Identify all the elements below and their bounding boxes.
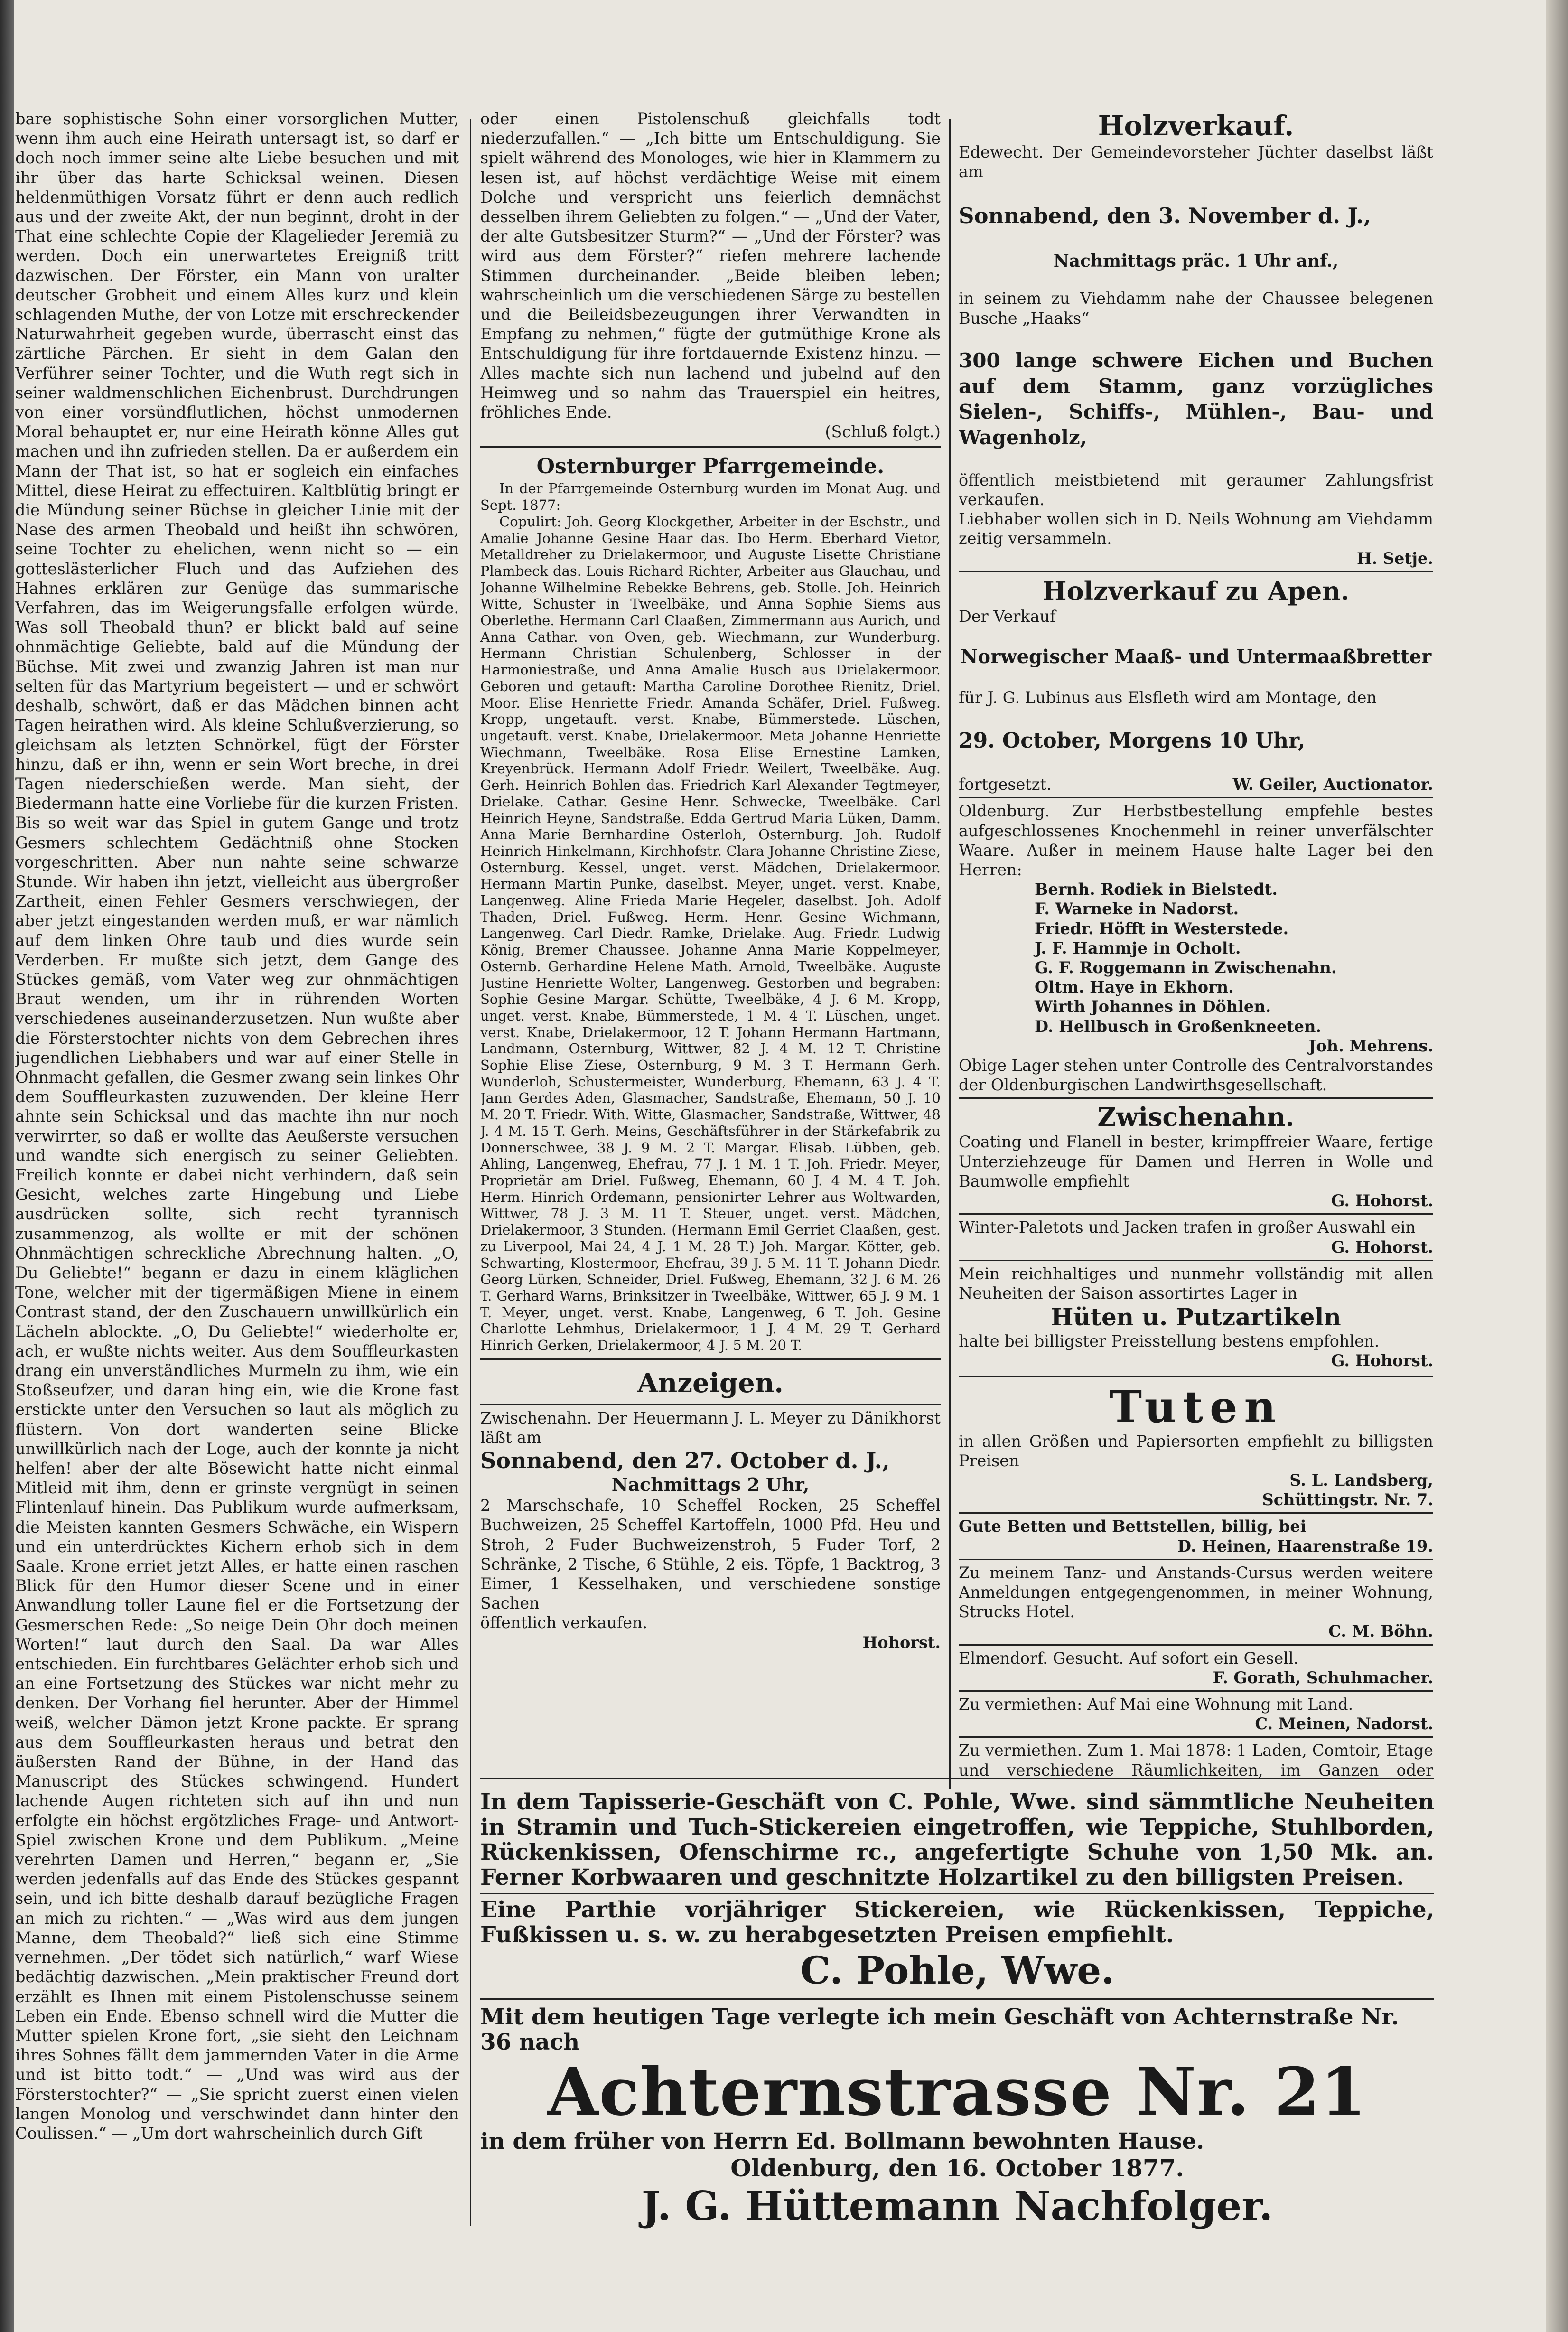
story-column-left	[15, 109, 459, 2316]
divider	[959, 1559, 1433, 1560]
parish-records: Copulirt: Joh. Georg Klockgether, Arbeiter in der Eschstr., und Amalie Johanne Gesine Haar das. Ibo Herm. Eberhard Vietor, Metalldreher zu Drielakermoor, und Auguste Lisette Christiane Plambeck das. Louis Richard Richter, Arbeiter aus Glauchau, und Johanne Wilhelmine Rebekke Behrens, geb. Stolle. Joh. Heinrich Witte, Schuster in Tweelbäke, und Anna Sophie Siems aus Oberlethe. Hermann Carl Claaßen, Zimmermann aus Aurich, und Anna Cathar. von Oven, geb. Wiechmann, zur Wunderburg. Hermann Christian Schulenberg, Schlosser in der Harmoniestraße, und Anna Amalie Busch aus Drielakermoor. Geboren und getauft: Martha Caroline Dorothee Rienitz, Driel. Moor. Elise Henriette Friedr. Amanda Schäfer, Driel. Fußweg. Kropp, ungetauft. verst. Knabe, Bümmerstede. Lüschen, ungetauft. verst. Knabe, Drielakermoor. Meta Johanne Henriette Wiechmann, Tweelbäke. Rosa Elise Ernestine Lamken, Kreyenbrück. Hermann Adolf Friedr. Weilert, Tweelbäke. Aug. Gerh. Heinrich Bohlen das. Friedrich Karl Alexander Tegtmeyer, Drielake. Cathar. Gesine Henr. Schwecke, Tweelbäke. Carl Heinrich Heyne, Sandstraße. Edda Gertrud Maria Lüken, Damm. Anna Marie Bernhardine Osterloh, Osternburg. Joh. Rudolf Heinrich Hinkelmann, Kirchhofstr. Clara Johanne Christine Ziese, Osternburg. Kessel, unget. verst. Mädchen, Drielakermoor. Hermann Martin Punke, daselbst. Meyer, unget. verst. Knabe, Langenweg. Aline Frieda Marie Hegeler, daselbst. Joh. Adolf Thaden, Driel. Fußweg. Herm. Henr. Gesine Wichmann, Langenweg. Carl Diedr. Ramke, Drielake. Aug. Friedr. Ludwig König, Bremer Chaussee. Johanne Anna Marie Koppelmeyer, Osternb. Gerhardine Helene Math. Arnold, Tweelbäke. Auguste Justine Henriette Wolter, Langenweg. Gestorben und begraben: Sophie Gesine Margar. Schütte, Tweelbäke, 4 J. 6 M. Kropp, unget. verst. Knabe, Bümmerstede, 1 M. 4 T. Lüschen, unget. verst. Knabe, Drielakermoor, 12 T. Johann Hermann Hartmann, Landmann, Osternburg, Wittwer, 82 J. 4 M. 12 T. Christine Sophie Elise Ziese, Osternburg, 9 M. 3 T. Hermann Gerh. Wunderloh, Schustermeister, Wunderburg, Ehemann, 63 J. 4 T. Jann Gerdes Aden, Glasmacher, Sandstraße, Ehemann, 50 J. 10 M. 20 T. Friedr. With. Witte, Glasmacher, Sandstraße, Wittwer, 48 J. 4 M. 15 T. Gerh. Meins, Geschäftsführer in der Stärkefabrik zu Donnerschwee, 38 J. 9 M. 2 T. Margar. Elisab. Lübben, geb. Ahling, Langenweg, Ehefrau, 77 J. 1 M. 1 T. Joh. Friedr. Meyer, Proprietär am Driel. Fußweg, Ehemann, 60 J. 4 M. 4 T. Joh. Herm. Hinrich Ordemann, pensionirter Lehrer aus Woltwarden, Wittwer, 78 J. 3 M. 11 T. Steuer, unget. verst. Mädchen, Drielakermoor, 3 Stunden. (Hermann Emil Gerriet Claaßen, gest. zu Liverpool, Mai 24, 4 J. 1 M. 28 T.) Joh. Margar. Kötter, geb. Schwarting, Klostermoor, Ehefrau, 39 J. 5 M. 11 T. Johann Diedr. Georg Lürken, Schneider, Driel. Fußweg, Ehemann, 32 J. 6 M. 26 T. Gerhard Warns, Brinksitzer in Tweelbäke, Wittwer, 65 J. 9 M. 1 T. Meyer, unget. verst. Knabe, Langenweg, 6 T. Joh. Gesine Charlotte Lehmhus, Drielakermoor, 1 J. 4 M. 29 T. Gerhard Hinrich Gerken, Drielakermoor, 4 J. 5 M. 20 T.	[480, 513, 941, 1354]
hats-intro: Mein reichhaltiges und nunmehr vollständig mit allen Neuheiten der Saison assortirtes Lager in	[959, 1264, 1433, 1302]
auction-sale: öffentlich verkaufen.	[480, 1613, 648, 1632]
apen-heading: Holzverkauf zu Apen.	[1042, 575, 1350, 606]
new-address-heading: Achternstrasse Nr. 21	[547, 2053, 1367, 2130]
move-signature: J. G. Hüttemann Nachfolger.	[641, 2182, 1273, 2229]
bonemeal-signature: Joh. Mehrens.	[1308, 1036, 1433, 1055]
beds-text: Gute Betten und Bettstellen, billig, bei	[959, 1517, 1307, 1536]
divider	[959, 1376, 1433, 1377]
apen-line1: Der Verkauf	[959, 607, 1056, 626]
pohle-ad-text: In dem Tapisserie-Geschäft von C. Pohle, Wwe. sind sämmtliche Neuheiten in Stramin und Tuch-Stickereien eingetroffen, wie Teppiche, Stuhlborden, Rückenkissen, Ofenschirme rc., angefertigte Schuhe von 1,50 Mk. an. Ferner Korbwaaren und geschnitzte Holzartikel zu den billigsten Preisen.	[480, 1789, 1434, 1891]
auction-signature: Hohorst.	[862, 1633, 941, 1652]
dealer-item: Wirth Johannes in Döhlen.	[1035, 997, 1271, 1016]
winter-coats-text: Winter-Paletots und Jacken trafen in großer Auswahl ein	[959, 1218, 1416, 1237]
divider	[480, 446, 941, 448]
dance-course-signature: C. M. Böhn.	[1328, 1622, 1433, 1641]
apen-date: 29. October, Morgens 10 Uhr,	[959, 729, 1306, 753]
ads-heading: Anzeigen.	[637, 1367, 784, 1399]
story-ending: oder einen Pistolenschuß gleichfalls todt niederzufallen.“ — „Ich bitte um Entschuldigung. Sie spielt während des Monologes, wie hier in Klammern zu lesen ist, auf höchst verdächtige Weise mit einem Dolche und verspricht uns feierlich demnächst desselben ihrem Geliebten zu folgen.“ — „Und der Vater, der alte Gutsbesitzer Sturm?“ — „Und der Förster? was wird aus dem Förster?“ riefen mehrere lachende Stimmen durcheinander. „Beide bleiben leben; wahrscheinlich um die verschiedenen Särge zu bestellen und die Beileidsbezeugungen ihrer Verwandten in Empfang zu nehmen,“ fügte der gutmüthige Krone als Entschuldigung für ihre fortdauernde Existenz hinzu. — Alles machte sich nun lachend und jubelnd auf den Heimweg und so nahm das Trauerspiel ein heitres, fröhliches Ende.	[480, 110, 941, 422]
auction-intro: Zwischenahn. Der Heuermann J. L. Meyer zu Dänikhorst läßt am	[480, 1408, 941, 1447]
wood-sale-signature: H. Setje.	[1356, 549, 1433, 568]
wood-sale-date: Sonnabend, den 3. November d. J.,	[959, 203, 1371, 229]
dealer-item: J. F. Hammje in Ocholt.	[1035, 938, 1241, 957]
zwischenahn-text: Coating und Flanell in bester, krimpffreier Waare, fertige Unterziehzeuge für Damen und Herren in Wolle und Baumwolle empfiehlt	[959, 1133, 1433, 1190]
move-notice-text: Mit dem heutigen Tage verlegte ich mein Geschäft von Achternstraße Nr. 36 nach	[480, 2004, 1399, 2055]
apen-line3: für J. G. Lubinus aus Elsfleth wird am Montage, den	[959, 688, 1377, 707]
rent2-text: Zu vermiethen. Zum 1. Mai 1878: 1 Laden, Comtoir, Etage und verschiedene Räumlichkeiten, im Ganzen oder	[959, 1741, 1433, 1779]
hats-text: halte bei billigster Preisstellung bestens empfohlen.	[959, 1332, 1380, 1351]
divider	[959, 1097, 1433, 1099]
wood-sale-terms: öffentlich meistbietend mit geraumer Zahlungsfrist verkaufen.	[959, 470, 1433, 509]
pohle-sale-text: Eine Parthie vorjähriger Stickereien, wie Rückenkissen, Teppiche, Fußkissen u. s. w. zu herabgesetzten Preisen empfiehlt.	[480, 1897, 1434, 1948]
bags-heading: Tuten	[1109, 1381, 1283, 1433]
wanted-signature: F. Gorath, Schuhmacher.	[1213, 1668, 1433, 1687]
divider	[959, 1644, 1433, 1646]
divider	[959, 1213, 1433, 1215]
pohle-signature: C. Pohle, Wwe.	[800, 1948, 1114, 1993]
divider	[480, 1404, 941, 1405]
dealer-item: G. F. Roggemann in Zwischenahn.	[1035, 958, 1337, 977]
hats-heading: Hüten u. Putzartikeln	[1051, 1303, 1341, 1331]
divider	[959, 1736, 1433, 1738]
divider	[959, 571, 1433, 572]
beds-signature: D. Heinen, Haarenstraße 19.	[1177, 1536, 1433, 1555]
zwischenahn-heading: Zwischenahn.	[1097, 1102, 1295, 1133]
divider	[959, 1690, 1433, 1692]
wood-sale-place: in seinem zu Viehdamm nahe der Chaussee belegenen Busche „Haaks“	[959, 289, 1433, 328]
apen-footer	[959, 775, 1433, 794]
divider	[480, 1893, 1434, 1894]
dealer-item: F. Warneke in Nadorst.	[1035, 899, 1239, 918]
auction-items: 2 Marschschafe, 10 Scheffel Rocken, 25 Scheffel Buchweizen, 25 Scheffel Kartoffeln, 1000 Pfd. Heu und Stroh, 2 Fuder Buchweizenstroh, 5 Fuder Torf, 2 Schränke, 2 Tische, 6 Stühle, 2 eis. Töpfe, 1 Backtrog, 3 Eimer, 1 Kesselhaken, und verschiedene sonstige Sachen	[480, 1496, 941, 1613]
ads-column-right	[959, 109, 1433, 1780]
divider	[959, 1512, 1433, 1514]
dealer-item: D. Hellbusch in Großenkneeten.	[1035, 1017, 1322, 1036]
bonemeal-text: Oldenburg. Zur Herbstbestellung empfehle bestes aufgeschlossenes Knochenmehl in reiner unverfälschter Waare. Außer in meinem Hause halte Lager bei den Herren:	[959, 802, 1433, 880]
rent1-signature: C. Meinen, Nadorst.	[1255, 1714, 1433, 1733]
wood-sale-heading: Holzverkauf.	[1098, 110, 1294, 142]
parish-heading: Osternburger Pfarrgemeinde.	[536, 454, 885, 479]
dealer-list	[959, 880, 1433, 1036]
auction-ad	[480, 1408, 941, 1652]
divider	[959, 1260, 1433, 1261]
zwischenahn-signature: G. Hohorst.	[1331, 1191, 1433, 1210]
divider	[480, 1778, 1434, 1779]
apen-goods: Norwegischer Maaß- und Untermaaßbretter	[960, 646, 1432, 668]
hats-signature: G. Hohorst.	[1331, 1351, 1433, 1370]
apen-signature: W. Geiler, Auctionator.	[1232, 775, 1433, 794]
dance-course-text: Zu meinem Tanz- und Anstands-Cursus werden weitere Anmeldungen entgegengenommen, in meiner Wohnung, Strucks Hotel.	[959, 1563, 1433, 1621]
parish-intro: In der Pfarrgemeinde Osternburg wurden im Monat Aug. und Sept. 1877:	[480, 480, 941, 514]
divider	[480, 1998, 1434, 2000]
move-house-text: in dem früher von Herrn Ed. Bollmann bewohnten Hause.	[480, 2128, 1204, 2154]
story-text: bare sophistische Sohn einer vorsorglichen Mutter, wenn ihm auch eine Heirath untersagt ist, so darf er doch noch immer seine alte Liebe besuchen und mit ihr über das harte Schicksal weinen. Diesen heldenmüthigen Vorsatz führt er denn auch redlich aus und der zweite Akt, der nun beginnt, droht in der That eine schlechte Copie der Klagelieder Jeremiä zu werden. Doch ein unerwartetes Ereigniß tritt dazwischen. Der Förster, ein Mann von uralter deutscher Grobheit und einem Alles kurz und klein schlagenden Muthe, der von Lotze mit erschreckender Naturwahrheit gegeben wurde, überrascht einst das zärtliche Pärchen. Er sieht in dem Galan den Verführer seiner Tochter, und die Wuth regt sich in seiner waldmenschlichen Eichenbrust. Durchdrungen von einer vorsündflutlichen, höchst unmodernen Moral behauptet er, nur eine Heirath könne Alles gut machen und ihn zufrieden stellen. Da er außerdem ein Mann der That ist, so hat er sogleich ein einfaches Mittel, diese Heirat zu effectuiren. Kaltblütig bringt er die Mündung seiner Büchse in gleicher Linie mit der Nase des armen Theobald und heißt ihn schwören, seine Tochter zu ehelichen, wenn nicht so — ein gotteslästerlicher Fluch und das Aufziehen des Hahnes erklären zur Genüge das summarische Verfahren, das im Weigerungsfalle erfolgen würde. Was soll Theobald thun? er blickt bald auf seine ohnmächtige Geliebte, bald auf die Mündung der Büchse. Mit zwei und zwanzig Jahren ist man nur selten für das Martyrium begeistert — und er schwört deshalb, schwört, daß er das Mädchen binnen acht Tagen heirathen wird. Als kleine Schlußverzierung, so gleichsam als letzten Schnörkel, fügt der Förster hinzu, daß er ihn, wenn er sein Wort breche, in drei Tagen niederschießen werde. Man sieht, der Biedermann hatte eine Vorliebe für die kurzen Fristen. Bis so weit war das Spiel in gutem Gange und trotz Gesmers schlechtem Gedächtniß ohne Stocken vorgeschritten. Aber nun nahte seine schwarze Stunde. Wir haben ihn jetzt, vielleicht aus übergroßer Zartheit, einen Fehler Gesmers verschwiegen, der aber jetzt eingestanden werden muß, er war nämlich auf dem linken Ohre taub und dies wurde sein Verderben. Er mußte sich jetzt, dem Gange des Stückes gemäß, vom Vater weg zur ohnmächtigen Braut wenden, um ihr in rührenden Worten verschiedenes auseinanderzusetzen. Nun wußte aber die Försterstochter nichts von dem Gebrechen ihres jugendlichen Liebhabers und war auf einer Stelle in Ohnmacht gefallen, die Gesmer zwang sein linkes Ohr dem Souffleurkasten zuzuwenden. Der kleine Herr ahnte sein Schicksal und das machte ihn nur noch verwirrter, so daß er wollte das Aeußerste versuchen und wandte sich energisch zu seiner Geliebten. Freilich konnte er dabei nicht verhindern, daß sein Gesicht, welches zarte Hingebung und Liebe ausdrücken sollte, sich recht tyrannisch zusammenzog, als wollte er mit der schönen Ohnmächtigen schreckliche Abrechnung halten. „O, Du Geliebte!“ begann er dazu in einem kläglichen Tone, welcher mit der tigermäßigen Miene in einem Contrast stand, der den Zuschauern unwillkürlich ein Lächeln ablockte. „O, Du Geliebte!“ wiederholte er, ach, er wußte nichts weiter. Aus dem Souffleurkasten drang ein unverständliches Murmeln zu ihm, wie ein Stoßseufzer, und daran hing ein, wie die Krone fast erstickte unter den Versuchen so laut als möglich zu flüstern. Von dort wanderten seine Blicke unwillkürlich nach der Loge, auch der konnte ja nicht helfen! aber der alte Bösewicht hatte nicht einmal Mitleid mit ihm, denn er grinste vergnügt in seinen Flintenlauf hinein. Das Publikum wurde aufmerksam, die Meisten kannten Gesmers Schwäche, ein Wispern und ein unterdrücktes Kichern erhob sich in dem Saale. Krone erriet jetzt Alles, er hatte einen raschen Blick für den Humor dieser Scene und in einer Anwandlung toller Laune fiel er die Fortsetzung der Gesmerschen Rede: „So neige Dein Ohr doch meinen Worten!“ laut durch den Saal. Da war Alles entschieden. Ein furchtbares Gelächter erhob sich und an eine Fortsetzung des Stückes war nicht mehr zu denken. Der Vorhang fiel herunter. Aber der Himmel weiß, welcher Dämon jetzt Krone packte. Er sprang aus dem Souffleurkasten heraus und betrat den äußersten Rand der Bühne, in der Hand das Manuscript des Stückes schwingend. Hundert lachende Augen richteten sich auf ihn und nun erfolgte ein höchst ergötzliches Frage- und Antwort-Spiel zwischen Krone und dem Publikum. „Meine verehrten Damen und Herren,“ begann er, „Sie werden jedenfalls auf das Ende des Stückes gespannt sein, und ich bitte deshalb darauf bezügliche Fragen an mich zu richten.“ — „Was wird aus dem jungen Manne, dem Theobald?“ ließ sich eine Stimme vernehmen. „Der tödet sich natürlich,“ warf Wiese bedächtig dazwischen. „Mein praktischer Freund dort erzählt es Ihnen mit einem Pistolenschusse seinem Leben ein Ende. Ebenso schnell wird die Mutter die Mutter spielen Krone fort, „sie sieht den Leichnam ihres Sohnes fällt dem jammernden Vater in die Arme und ist bitto todt.“ — „Und was wird aus der Försterstochter?“ — „Sie spricht zuerst einen vielen langen Monolog und verschwindet dann hinter den Coulissen.“ — „Um dort wahrscheinlich durch Gift	[15, 110, 459, 2143]
winter-coats-signature: G. Hohorst.	[1331, 1237, 1433, 1256]
divider	[959, 797, 1433, 798]
middle-column	[480, 109, 941, 1770]
dealer-item: Friedr. Höfft in Westerstede.	[1035, 919, 1289, 938]
auction-time: Nachmittags 2 Uhr,	[611, 1474, 810, 1496]
binding-shadow	[0, 0, 14, 2332]
dealer-item: Bernh. Rodiek in Bielstedt.	[1035, 880, 1278, 899]
bottom-ads	[480, 1789, 1434, 2316]
wanted-text: Elmendorf. Gesucht. Auf sofort ein Gesell.	[959, 1648, 1299, 1667]
story-continued-note: (Schluß folgt.)	[825, 422, 941, 441]
bonemeal-footer: Obige Lager stehen unter Controlle des Centralvorstandes der Oldenburgischen Landwirthsgesellschaft.	[959, 1056, 1433, 1095]
column-rule-2	[949, 119, 951, 1789]
wood-sale-goods: 300 lange schwere Eichen und Buchen auf dem Stamm, ganz vorzügliches Sielen-, Schiffs-, Mühlen-, Bau- und Wagenholz,	[959, 348, 1433, 449]
move-date: Oldenburg, den 16. October 1877.	[730, 2154, 1184, 2182]
apen-continued: fortgesetzt.	[959, 775, 1052, 794]
auction-date: Sonnabend, den 27. October d. J.,	[480, 1448, 890, 1474]
divider	[480, 1358, 941, 1360]
page-edge	[1546, 0, 1568, 2332]
wood-sale-intro: Edewecht. Der Gemeindevorsteher Jüchter daselbst läßt am	[959, 143, 1433, 181]
wood-sale-time: Nachmittags präc. 1 Uhr anf.,	[1053, 251, 1339, 272]
dealer-item: Oltm. Haye in Ekhorn.	[1035, 978, 1234, 997]
bags-signature: S. L. Landsberg,	[1289, 1470, 1433, 1489]
bags-text: in allen Größen und Papiersorten empfiehlt zu billigsten Preisen	[959, 1432, 1433, 1470]
column-rule-1	[470, 119, 471, 2226]
wood-sale-meeting: Liebhaber wollen sich in D. Neils Wohnung am Viehdamm zeitig versammeln.	[959, 510, 1433, 548]
rent1-text: Zu vermiethen: Auf Mai eine Wohnung mit Land.	[959, 1695, 1353, 1714]
bags-address: Schüttingstr. Nr. 7.	[1262, 1490, 1433, 1509]
